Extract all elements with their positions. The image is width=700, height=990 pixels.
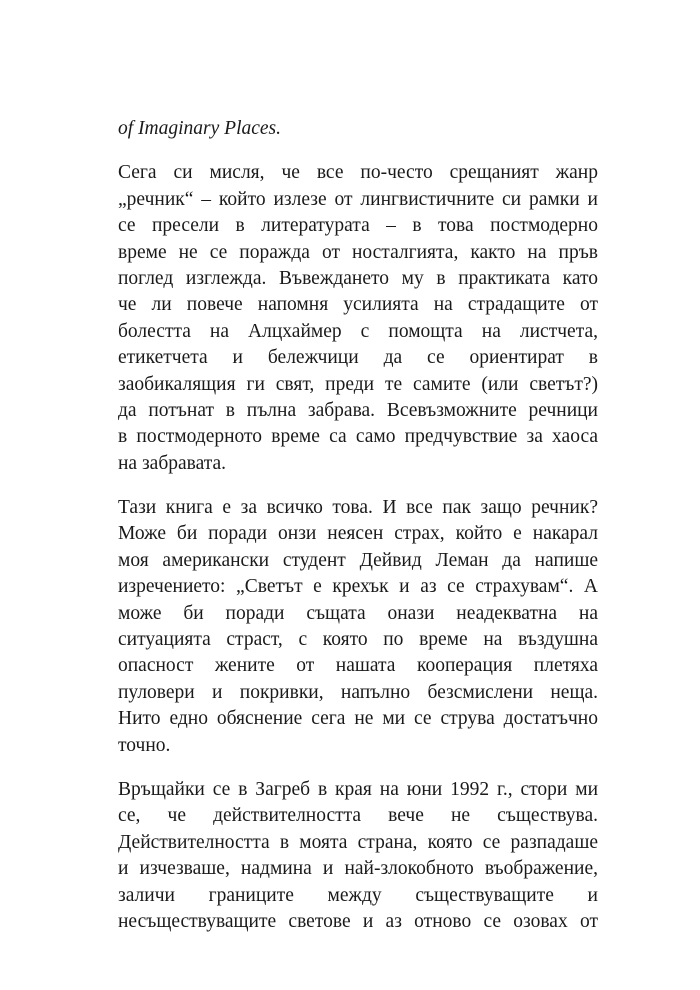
text-line-last: точно. <box>118 734 171 756</box>
text-line: и изчезваше, надмина и най-злокобното въображение, <box>118 858 598 880</box>
text-line: се пресели в литературата – в това постмодерно <box>118 215 598 237</box>
paragraph-gap <box>118 759 598 777</box>
text-line: поглед изглежда. Въвеждането му в практиката като <box>118 267 598 289</box>
text-line: Може би поради онзи неясен страх, който е накарал <box>118 523 598 545</box>
text-line: ситуацията страст, с която по време на въздушна <box>118 629 598 651</box>
text-line: болестта на Алцхаймер с помощта на листчета, <box>118 320 598 342</box>
text-line: „речник“ – който излезе от лингвистичните си рамки и <box>118 188 598 210</box>
text-line: заличи границите между съществуващите и <box>118 884 598 906</box>
paragraph-2 <box>118 495 598 759</box>
text-line: Връщайки се в Загреб в края на юни 1992 г., стори ми <box>118 778 598 800</box>
text-line: че ли повече напомня усилията на страдащите от <box>118 294 598 316</box>
paragraph-3 <box>118 777 598 935</box>
paragraph-gap <box>118 142 598 160</box>
text-line: Сега си мисля, че все по-често срещаният жанр <box>118 162 598 184</box>
text-line: изречението: „Светът е крехък и аз се страхувам“. А <box>118 576 598 598</box>
text-line: етикетчета и бележчици да се ориентират в <box>118 347 598 369</box>
text-line: може би поради същата онази неадекватна на <box>118 602 598 624</box>
paragraph-gap <box>118 477 598 495</box>
text-line: в постмодерното време са само предчувствие за хаоса <box>118 426 598 448</box>
text-line: да потънат в пълна забрава. Всевъзможните речници <box>118 399 598 421</box>
text-line: време не се поражда от носталгията, както на пръв <box>118 241 598 263</box>
page-text <box>118 116 598 935</box>
text-line: несъществуващите светове и аз отново се озовах от <box>118 910 598 932</box>
text-line: Действителността в моята страна, която се разпадаше <box>118 831 598 853</box>
text-line: моя американски студент Дейвид Леман да напише <box>118 549 598 571</box>
text-line: Нито едно обяснение сега не ми се струва достатъчно <box>118 708 598 730</box>
text-line-last: на забравата. <box>118 452 227 474</box>
text-line: опасност жените от нашата кооперация плетяха <box>118 655 598 677</box>
paragraph-1 <box>118 160 598 477</box>
text-line: пуловери и покривки, напълно безсмислени неща. <box>118 681 598 703</box>
opening-line: of Imaginary Places. <box>118 118 282 139</box>
text-line: заобикалящия ги свят, преди те самите (или светът?) <box>118 373 598 395</box>
text-line: се, че действителността вече не съществува. <box>118 805 598 827</box>
text-line: Тази книга е за всичко това. И все пак защо речник? <box>118 497 598 519</box>
